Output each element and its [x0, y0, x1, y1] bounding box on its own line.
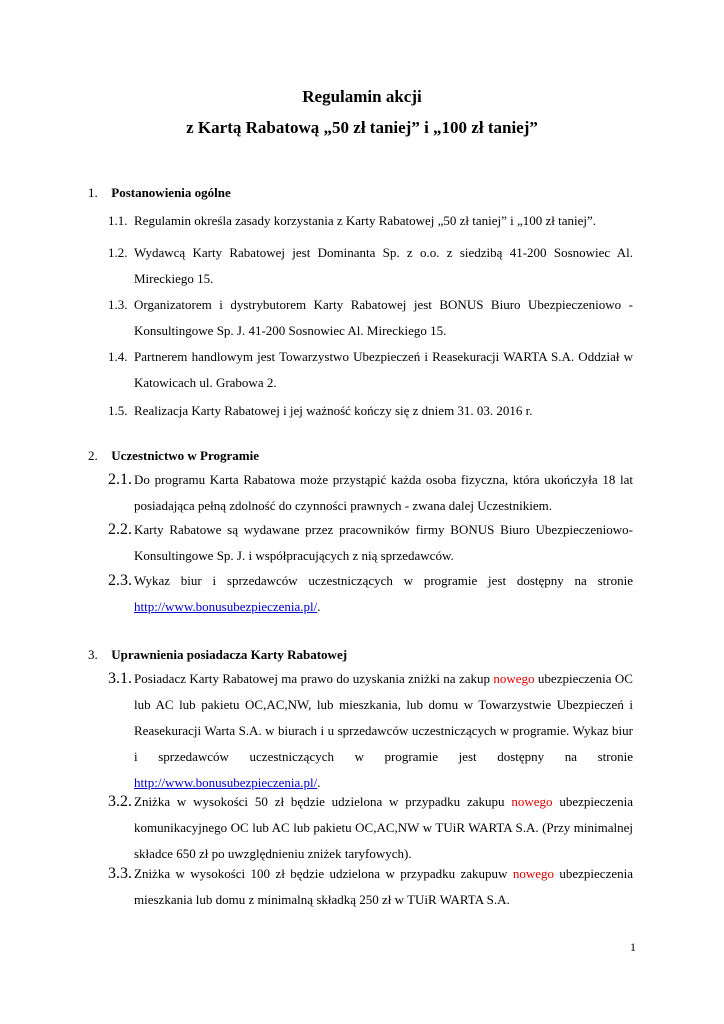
item-text-part: Zniżka w wysokości 50 zł będzie udzielona w przypadku zakupu: [134, 794, 512, 809]
item-text: Realizacja Karty Rabatowej i jej ważność kończy się z dniem 31. 03. 2016 r.: [134, 403, 533, 418]
section-2-heading: [88, 448, 259, 464]
section-title: Uprawnienia posiadacza Karty Rabatowej: [111, 647, 348, 662]
website-link[interactable]: http://www.bonusubezpieczenia.pl/: [134, 599, 318, 614]
section-number: 2.: [88, 448, 98, 463]
section-3-heading: [88, 647, 347, 663]
section-number: 3.: [88, 647, 98, 662]
item-number: 1.4.: [108, 349, 128, 364]
item-text-part: ubezpieczenia komunikacyjnego OC lub AC lub pakietu OC,AC,NW w TUiR WARTA S.A. (Przy minimalnej składce 650 zł po uwzględnieniu zniżek taryfowych).: [134, 794, 633, 861]
list-item: [108, 789, 633, 867]
list-item: [108, 666, 633, 796]
item-text: Organizatorem i dystrybutorem Karty Rabatowej jest BONUS Biuro Ubezpieczeniowo - Konsultingowe Sp. J. 41-200 Sosnowiec Al. Mireckiego 15.: [134, 297, 633, 338]
item-text: [134, 861, 633, 913]
item-text-part: Posiadacz Karty Rabatowej ma prawo do uzyskania zniżki na zakup: [134, 671, 494, 686]
item-text-part: ubezpieczenia OC lub AC lub pakietu OC,AC,NW, lub mieszkania, lub domu w Towarzystwie Ubezpieczeń i Reasekuracji Warta S.A. w biurach i u sprzedawców uczestniczących w programie. Wykaz biur i sprzedawców uczestniczących w programie jest dostępny na stronie: [134, 671, 633, 764]
list-item: [108, 467, 633, 519]
item-text: Wydawcą Karty Rabatowej jest Dominanta Sp. z o.o. z siedzibą 41-200 Sosnowiec Al. Mireckiego 15.: [134, 245, 633, 286]
item-text: Do programu Karta Rabatowa może przystąpić każda osoba fizyczna, która ukończyła 18 lat posiadająca pełną zdolność do czynności prawnych - zwana dalej Uczestnikiem.: [134, 472, 633, 513]
list-item: [108, 208, 633, 234]
item-text: Partnerem handlowym jest Towarzystwo Ubezpieczeń i Reasekuracji WARTA S.A. Oddział w Katowicach ul. Grabowa 2.: [134, 349, 633, 390]
item-number: 3.2.: [108, 793, 132, 810]
item-number: 2.1.: [108, 471, 132, 488]
item-number: 3.3.: [108, 865, 132, 882]
list-item: [108, 861, 633, 913]
highlighted-word: nowego: [511, 794, 553, 809]
list-item: [108, 517, 633, 569]
item-text-part: .: [317, 775, 321, 790]
section-title: Uczestnictwo w Programie: [111, 448, 260, 463]
item-number: 1.5.: [108, 403, 128, 418]
item-text-part: .: [317, 599, 321, 614]
item-text-part: ubezpieczenia mieszkania lub domu z minimalną składką 250 zł w TUiR WARTA S.A.: [134, 866, 633, 907]
list-item: [108, 398, 633, 424]
item-text: [134, 568, 633, 620]
item-text: [134, 666, 633, 796]
item-text-part: Zniżka w wysokości 100 zł będzie udzielona w przypadku zakupuw: [134, 866, 513, 881]
item-number: 3.1.: [108, 670, 132, 687]
highlighted-word: nowego: [493, 671, 535, 686]
section-number: 1.: [88, 185, 98, 200]
item-text-part: Wykaz biur i sprzedawców uczestniczących w programie jest dostępny na stronie: [134, 573, 633, 588]
list-item: [108, 292, 633, 344]
document-subtitle: z Kartą Rabatową „50 zł taniej” i „100 zł taniej”: [186, 118, 538, 137]
item-number: 1.1.: [108, 213, 128, 228]
highlighted-word: nowego: [512, 866, 554, 881]
item-number: 1.2.: [108, 245, 128, 260]
item-text: [134, 789, 633, 867]
website-link[interactable]: http://www.bonusubezpieczenia.pl/: [134, 775, 318, 790]
item-number: 1.3.: [108, 297, 128, 312]
item-text: Regulamin określa zasady korzystania z Karty Rabatowej „50 zł taniej” i „100 zł taniej”.: [134, 213, 597, 228]
list-item: [108, 240, 633, 292]
document-title: Regulamin akcji: [302, 87, 422, 106]
section-1-heading: [88, 185, 231, 201]
item-number: 2.2.: [108, 521, 132, 538]
list-item: [108, 344, 633, 396]
item-text: Karty Rabatowe są wydawane przez pracowników firmy BONUS Biuro Ubezpieczeniowo-Konsultingowe Sp. J. i współpracujących z nią sprzedawców.: [134, 522, 633, 563]
list-item: [108, 568, 633, 620]
item-number: 2.3.: [108, 572, 132, 589]
page-number: 1: [630, 940, 636, 954]
section-title: Postanowienia ogólne: [111, 185, 231, 200]
